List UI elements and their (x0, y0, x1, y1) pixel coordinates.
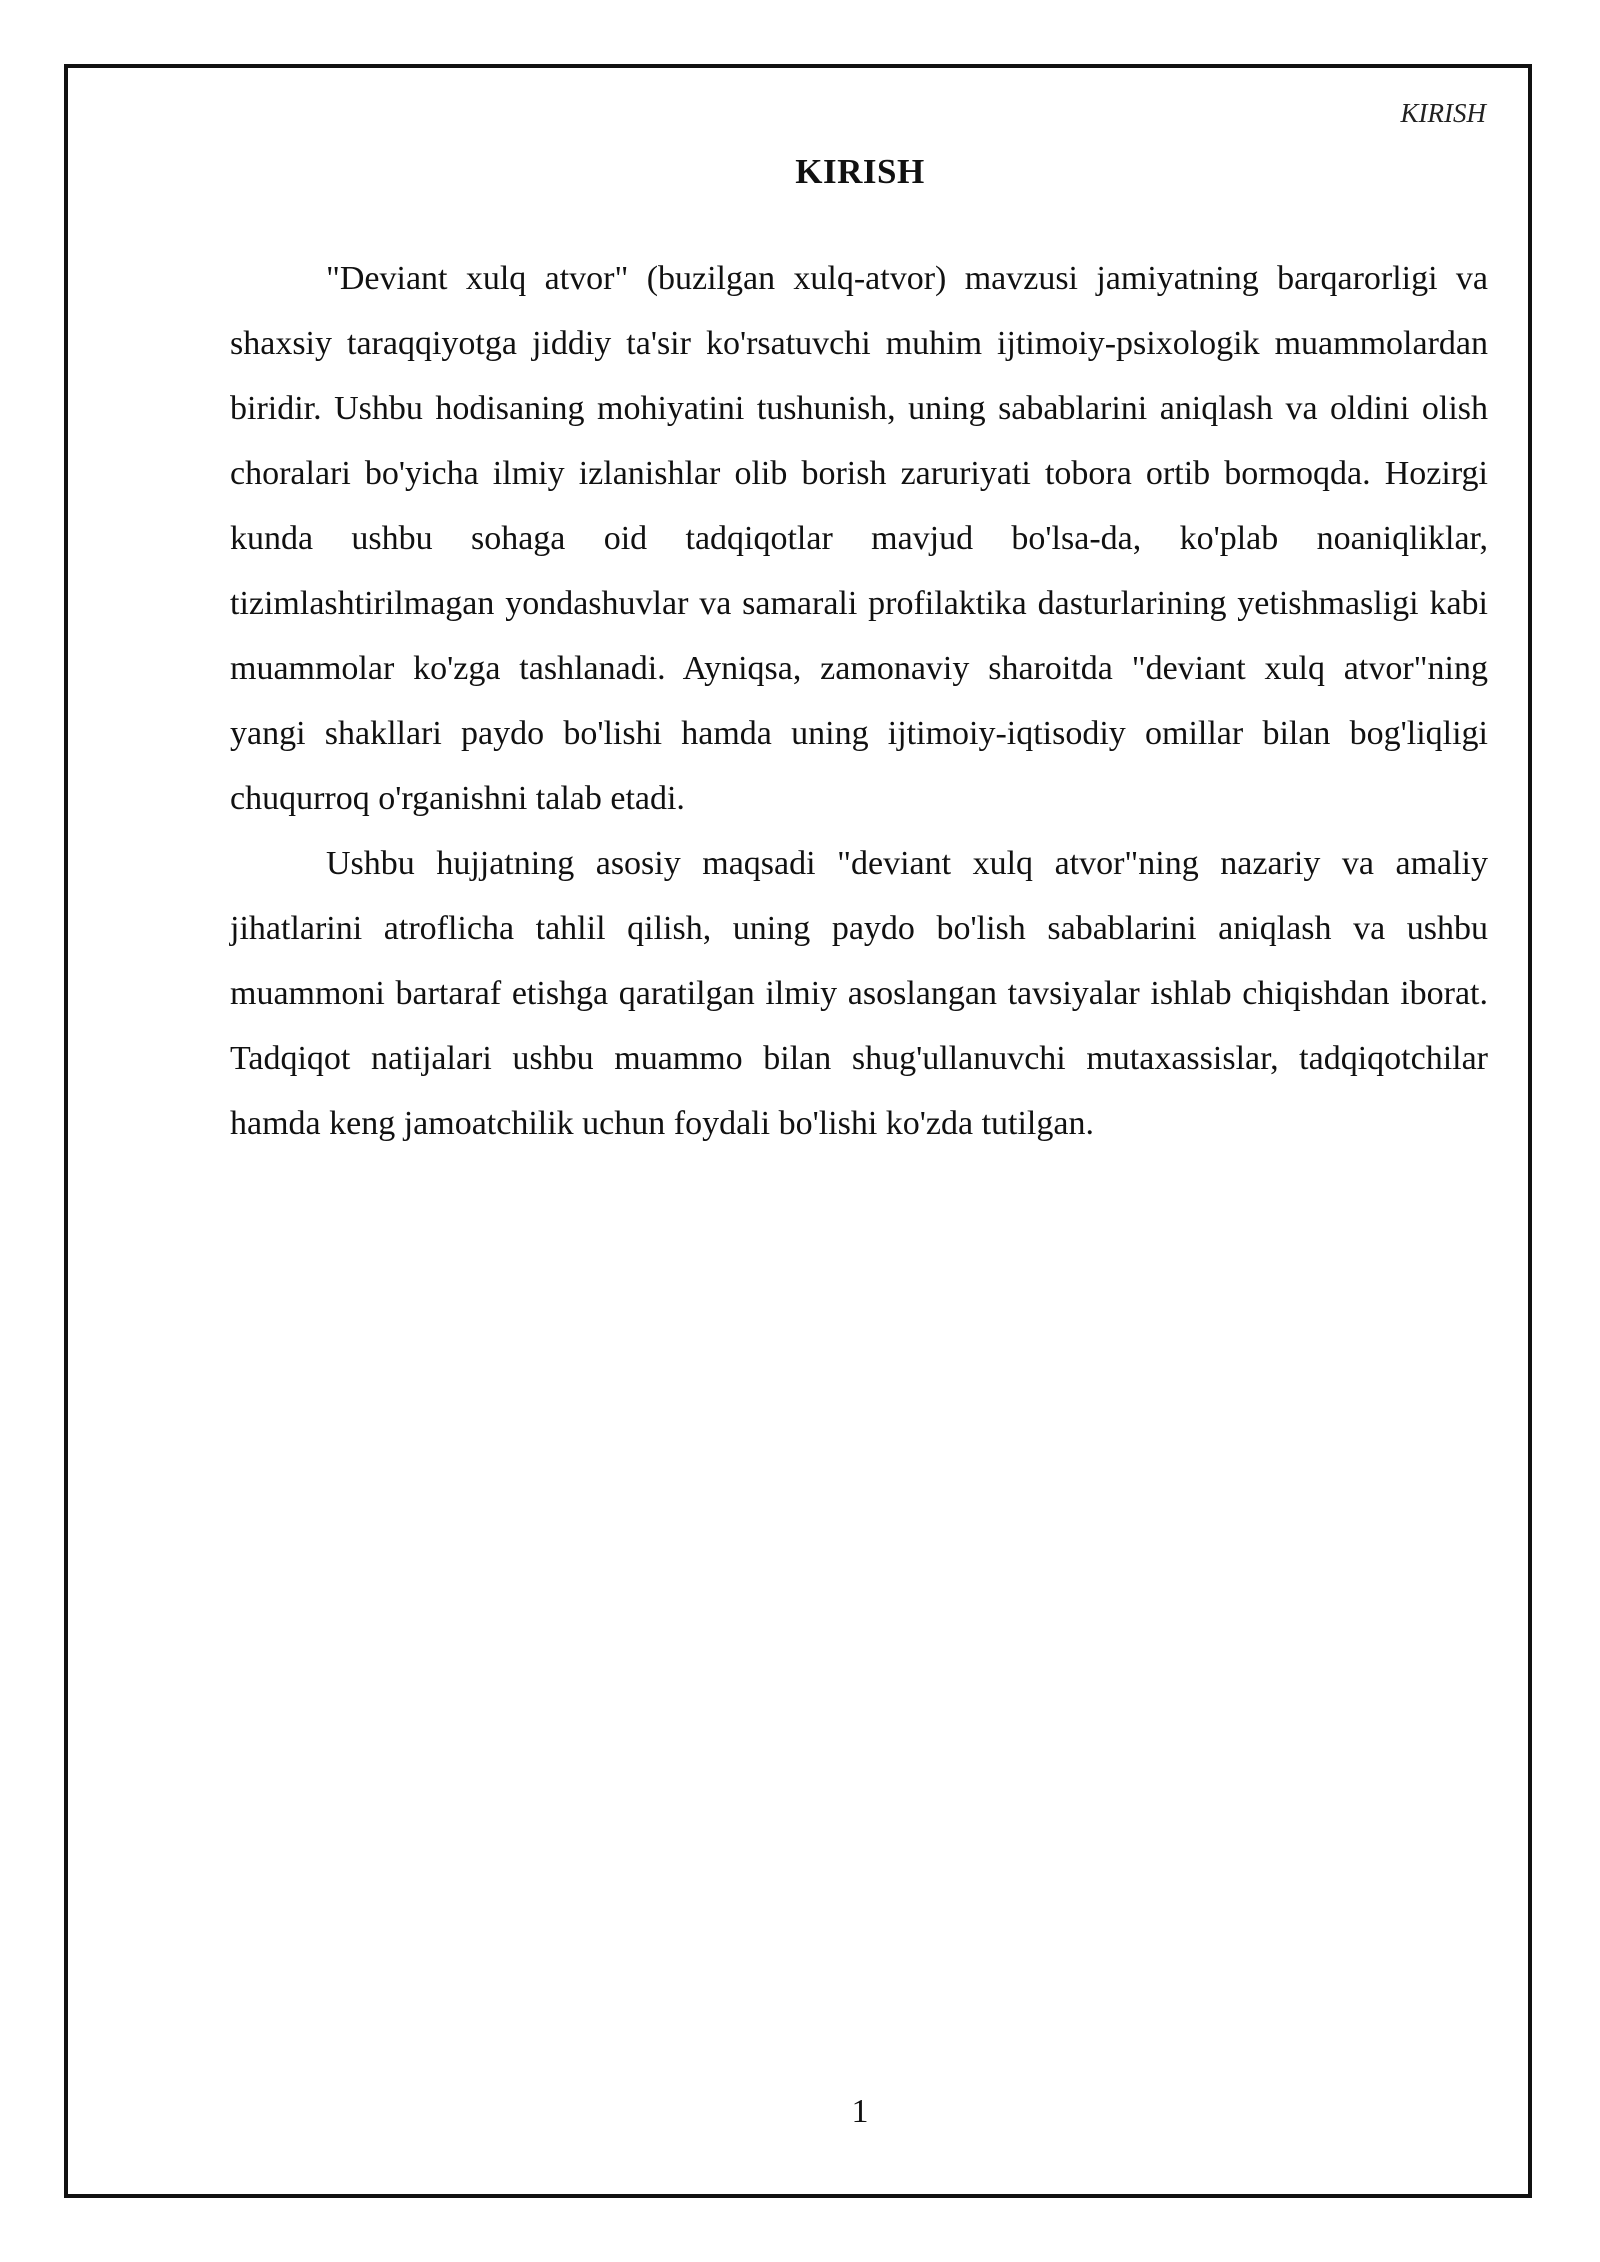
running-header: KIRISH (1400, 98, 1486, 128)
page-number: 1 (851, 2093, 869, 2130)
page-title: KIRISH (795, 152, 925, 191)
paragraph-2: Ushbu hujjatning asosiy maqsadi "deviant xulq atvor"ning nazariy va amaliy jihatlarini atroflicha tahlil qilish, uning paydo bo'lish sabablarini aniqlash va ushbu muammoni bartaraf etishga qaratilgan ilmiy asoslangan tavsiyalar ishlab chiqishdan iborat. Tadqiqot natijalari ushbu muammo bilan shug'ullanuvchi mutaxassislar, tadqiqotchilar hamda keng jamoatchilik uchun foydali bo'lishi ko'zda tutilgan. (230, 845, 1488, 1142)
paragraph-1: "Deviant xulq atvor" (buzilgan xulq-atvor) mavzusi jamiyatning barqarorligi va shaxsiy taraqqiyotga jiddiy ta'sir ko'rsatuvchi muhim ijtimoiy-psixologik muammolardan biridir. Ushbu hodisaning mohiyatini tushunish, uning sabablarini aniqlash va oldini olish choralari bo'yicha ilmiy izlanishlar olib borish zaruriyati tobora ortib bormoqda. Hozirgi kunda ushbu sohaga oid tadqiqotlar mavjud bo'lsa-da, ko'plab noaniqliklar, tizimlashtirilmagan yondashuvlar va samarali profilaktika dasturlarining yetishmasligi kabi muammolar ko'zga tashlanadi. Ayniqsa, zamonaviy sharoitda "deviant xulq atvor"ning yangi shakllari paydo bo'lishi hamda uning ijtimoiy-iqtisodiy omillar bilan bog'liqligi chuqurroq o'rganishni talab etadi. (230, 260, 1488, 817)
body-text (230, 246, 1488, 1156)
